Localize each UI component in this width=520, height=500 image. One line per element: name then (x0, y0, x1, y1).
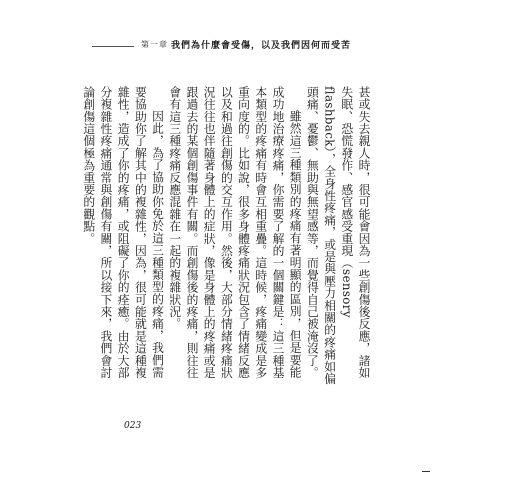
chapter-title: 我們為什麼會受傷，以及我們因何而受苦 (171, 41, 352, 51)
crop-mark (422, 471, 430, 472)
chapter-label: 第一章 (141, 40, 168, 49)
page-number: 023 (124, 421, 142, 431)
body-text (80, 86, 372, 386)
running-header (0, 38, 520, 54)
paragraph: 甚或失去親人時，很可能會因為一些創傷後反應，諸如失眠、恐慌發作、感官感受重現（sensory flashback），全身性疼痛，或是與壓力相關的疼痛如偏頭痛、憂鬱、無助與無望感等，而覺得自己被淹沒了。 (305, 86, 371, 385)
paragraph: 因此，為了協助你免於這三種類型的疼痛，我們需要協助你了解其中的複雜性，因為，很可能就是這種複雜性，造成了你的疼痛，或阻礙了你的痊癒。由於大部分複雜性疼痛通常與創傷有關，所以接下來，我們會討論創傷這個極為重要的觀點。 (81, 86, 165, 379)
header-rule (92, 46, 134, 47)
paragraph: 雖然這三種類別的疼痛有著明顯的區別，但是要能成功地治療疼痛，你需要了解的一個關鍵是：這三種基本類型的疼痛有時會互相重疊。這時候，疼痛變成是多重向度的。比如說，很多身體疼痛狀況包含了情緒反應以及和過往創傷的交互作用。然後，大部分情緒疼痛狀況往往也伴隨著身體上的症狀，像是身體上的疼痛或是跟過去的某個創傷事件有關。而創傷後的疼痛，則往往會有這三種疼痛反應混雜在一起的複雜狀況。 (167, 86, 303, 379)
